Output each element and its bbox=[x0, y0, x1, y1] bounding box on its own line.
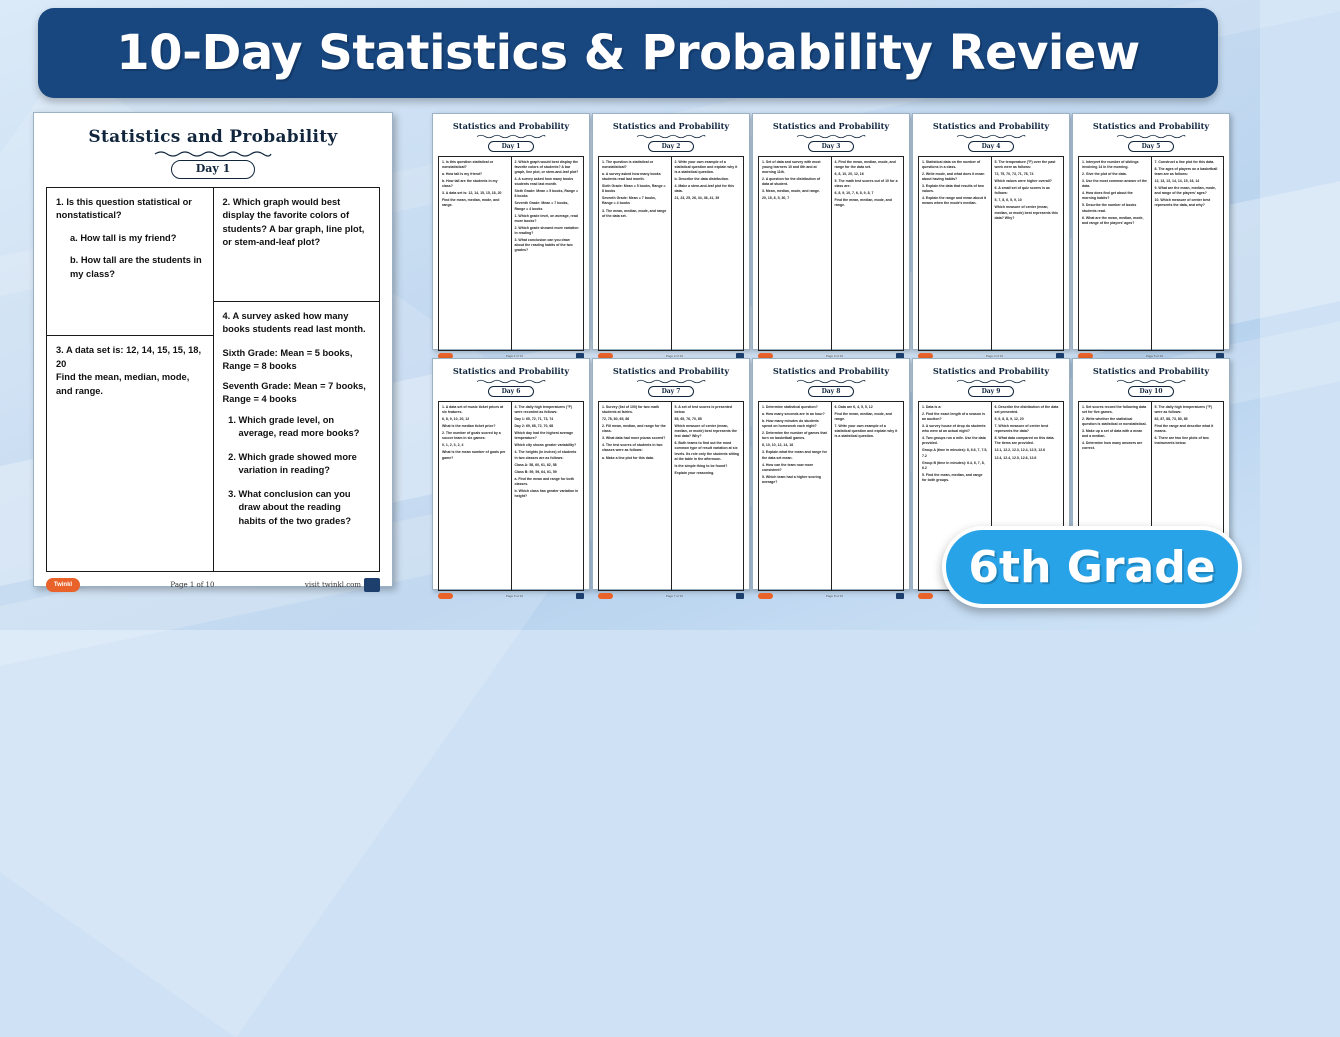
thumbnail-question-line: Seventh Grade: Mean = 7 books, Range = 4 books bbox=[602, 196, 656, 206]
thumbnail-question-line: 10. Which measure of center best represents the data, and why? bbox=[1154, 198, 1211, 208]
thumbnail-question-line: What is the mean number of goals per game? bbox=[442, 450, 506, 460]
thumbnail-page-number: Page 7 of 10 bbox=[665, 594, 683, 598]
thumbnail-column-right bbox=[992, 157, 1064, 350]
thumbnail-question-line: Class A: 58, 60, 61, 62, 58 bbox=[514, 462, 557, 467]
thumbnail-page-number: Page 4 of 10 bbox=[985, 354, 1003, 358]
thumbnail-question-line: 1. Which grade level, on average, read more books? bbox=[514, 213, 578, 223]
thumbnail-question-line: 1. Data is a: bbox=[922, 405, 942, 409]
page-number: Page 1 of 10 bbox=[170, 581, 215, 589]
thumbnail-question-line: 6. Data are 6, 4, 5, 5, 12 bbox=[834, 405, 873, 409]
thumbnail-question-line: 5. The math test scores out of 10 for a class are: bbox=[834, 179, 898, 189]
question-4-item: 1. Which grade level, on average, read more books? bbox=[239, 414, 371, 441]
thumbnail-title: Statistics and Probability bbox=[452, 121, 570, 131]
squiggle-divider-icon bbox=[796, 379, 866, 384]
thumbnail-question-line: 2. Determine the number of games that turn on basketball games. bbox=[762, 431, 827, 441]
thumbnail-question-line: Day 1: 65, 72, 71, 73, 74 bbox=[514, 417, 554, 422]
thumbnail-day-label: Day 3 bbox=[808, 141, 854, 152]
question-4-sixth-grade: Sixth Grade: Mean = 5 books, Range = 8 books bbox=[222, 347, 353, 372]
squiggle-divider-icon bbox=[476, 134, 546, 139]
thumbnail-question-line: 3. What conclusion can you draw about the reading habits of the two grades? bbox=[514, 237, 573, 252]
thumbnail-question-line: 7. Which measure of center best represents the data? bbox=[994, 424, 1049, 434]
thumbnail-question-line: b. How tall are the students in my class? bbox=[442, 179, 498, 189]
twinkl-logo-icon bbox=[438, 593, 453, 599]
thumbnail-question-line: 9. What are the mean, median, mode, and range of the players' ages? bbox=[1154, 186, 1216, 196]
thumbnail-question-line: 5. Find the mean, median, and range for both groups. bbox=[922, 472, 983, 482]
thumbnail-question-line: 1. Set scores record the following data set for five games. bbox=[1082, 405, 1147, 415]
thumbnail-question-line: Find the mean, median, mode, and range. bbox=[834, 198, 892, 208]
thumbnail-question-line: 4. A survey asked how many books students read last month. bbox=[514, 177, 574, 187]
thumbnail-question-line: Explain your reasoning. bbox=[674, 470, 715, 475]
thumbnail-question-line: 5. Which team had a higher scoring average? bbox=[762, 474, 821, 484]
thumbnail-column-right bbox=[672, 157, 744, 350]
worksheet-thumbnail-day-1[interactable] bbox=[432, 113, 590, 358]
thumbnail-question-line: 3. Explain the data that results of two values. bbox=[922, 184, 984, 194]
thumbnail-day-label: Day 8 bbox=[808, 386, 854, 397]
thumbnail-question-line: 72, 75, 70, 73, 71, 78, 74 bbox=[994, 172, 1034, 177]
question-3-instruction: Find the mean, median, mode, and range. bbox=[56, 372, 190, 396]
twinkl-logo-icon: Twinkl bbox=[46, 578, 80, 592]
thumbnail-column-left bbox=[919, 157, 992, 350]
thumbnail-question-line: Sixth Grade: Mean = 5 books, Range = 8 books bbox=[514, 189, 579, 199]
thumbnail-question-line: 82, 87, 88, 73, 80, 85 bbox=[1154, 417, 1188, 422]
thumbnail-question-line: a. How tall is my friend? bbox=[442, 172, 483, 177]
question-4-subquestions bbox=[239, 414, 371, 528]
thumbnail-question-line: 3. The mean, median, mode, and range of the data set. bbox=[602, 208, 667, 218]
thumbnail-title: Statistics and Probability bbox=[612, 121, 730, 131]
thumbnail-column-right bbox=[512, 402, 584, 590]
thumbnail-question-line: 2. A question for the distribution of data at student. bbox=[762, 177, 821, 187]
thumbnail-question-line: Class B: 59, 59, 64, 61, 59 bbox=[514, 469, 557, 474]
thumbnail-question-line: 3. What data had more pizzas scored? bbox=[602, 436, 666, 441]
thumbnail-question-line: Day 2: 69, 68, 72, 70, 68 bbox=[514, 424, 554, 429]
squiggle-divider-icon bbox=[636, 379, 706, 384]
squiggle-divider-icon bbox=[956, 134, 1026, 139]
thumbnail-question-line: Seventh Grade: Mean = 7 books, Range = 4 books bbox=[514, 201, 569, 211]
thumbnail-question-line: a. Find the mean and range for both classes. bbox=[514, 476, 575, 486]
worksheet-column-left bbox=[47, 188, 214, 571]
worksheet-column-right bbox=[214, 188, 380, 571]
thumbnail-question-line: 4. The heights (in inches) of students in two classes are as follows: bbox=[514, 450, 577, 460]
thumbnail-question-line: 8, 10, 10, 12, 14, 16 bbox=[762, 443, 794, 448]
question-4-item: 3. What conclusion can you draw about the reading habits of the two grades? bbox=[239, 488, 371, 528]
thumbnail-day-label: Day 6 bbox=[488, 386, 534, 397]
thumbnail-column-left bbox=[599, 157, 672, 350]
thumbnail-question-line: Which measure of center (mean, median, or mode) best represents this data? Why? bbox=[994, 205, 1058, 220]
thumbnail-question-line: a. A survey asked how many books students read last month. bbox=[602, 172, 661, 182]
thumbnail-question-line: 1. Is this question statistical or nonstatistical? bbox=[442, 160, 494, 170]
thumbnail-title: Statistics and Probability bbox=[1092, 121, 1210, 131]
thumbnail-question-line: 3. Mean, median, mode, and range. bbox=[762, 189, 820, 194]
thumbnail-question-line: 5. Describe the number of books students read. bbox=[1082, 203, 1137, 213]
thumbnail-question-grid bbox=[598, 156, 744, 351]
thumbnail-question-line: 2. Fill mean, median, and range for the class. bbox=[602, 424, 666, 434]
thumbnail-column-left bbox=[439, 402, 512, 590]
thumbnail-question-line: Which city shows greater variability? bbox=[514, 443, 577, 448]
squiggle-divider-icon bbox=[636, 134, 706, 139]
thumbnail-column-left bbox=[599, 402, 672, 590]
thumbnail-footer bbox=[758, 593, 904, 599]
thumbnail-question-line: 3. Explain what the mean and range for the data set mean. bbox=[762, 450, 827, 460]
thumbnail-question-line: 12.1, 12.2, 12.3, 12.4, 12.5, 12.6 bbox=[994, 448, 1046, 453]
thumbnail-question-line: 4. How can the team now more consistent? bbox=[762, 462, 814, 472]
thumbnail-day-label: Day 10 bbox=[1128, 386, 1174, 397]
thumbnail-question-line: 4. Explain the range and mean about it means when the mode's median. bbox=[922, 196, 986, 206]
worksheet-thumbnail-day-2[interactable] bbox=[592, 113, 750, 358]
thumbnail-question-line: 6, 8, 9, 10, 20, 12 bbox=[442, 417, 470, 422]
thumbnail-question-line: 2. Find the exact length of a season is an auction? bbox=[922, 412, 986, 422]
thumbnail-question-line: 5, 6, 8, 8, 9, 12, 20 bbox=[994, 417, 1024, 422]
worksheet-question-grid bbox=[46, 187, 380, 572]
thumbnail-question-line: Which values were higher overall? bbox=[994, 179, 1052, 184]
thumbnail-column-left bbox=[439, 157, 512, 350]
thumbnail-question-line: 4. How does find get about the morning habits? bbox=[1082, 191, 1133, 201]
squiggle-divider-icon bbox=[476, 379, 546, 384]
thumbnail-footer bbox=[438, 593, 584, 599]
thumbnail-day-label: Day 7 bbox=[648, 386, 694, 397]
thumbnail-page-number: Page 5 of 10 bbox=[1145, 354, 1163, 358]
thumbnail-title: Statistics and Probability bbox=[932, 366, 1050, 376]
title-banner bbox=[38, 8, 1218, 98]
question-2-text: 2. Which graph would best display the favorite colors of students? A bar graph, line plot, or stem-and-leaf plot? bbox=[222, 197, 365, 248]
thumbnail-question-line: 3. Use the most common answer of the data. bbox=[1082, 179, 1147, 189]
thumbnail-question-line: 1. Statistical data on the number of questions in a class. bbox=[922, 160, 981, 170]
twinkl-logo-icon bbox=[918, 593, 933, 599]
thumbnail-question-line: 4. Determine how many answers are correct. bbox=[1082, 441, 1143, 451]
question-1a-text: a. How tall is my friend? bbox=[70, 232, 177, 243]
thumbnail-question-line: What is the median ticket price? bbox=[442, 424, 496, 429]
thumbnail-column-right bbox=[512, 157, 584, 350]
thumbnail-column-left bbox=[759, 402, 832, 590]
question-4-text: 4. A survey asked how many books students read last month. bbox=[222, 310, 366, 335]
thumbnail-question-line: Is the simple thing to be found? bbox=[674, 463, 728, 468]
thumbnail-question-line: 5. The temperature (°F) over the past week were as follows: bbox=[994, 160, 1056, 170]
thumbnail-question-line: 2. Write whether the statistical question is statistical or nonstatistical. bbox=[1082, 417, 1147, 427]
thumbnail-column-right bbox=[832, 402, 904, 590]
question-4-item: 2. Which grade showed more variation in reading? bbox=[239, 451, 371, 478]
thumbnail-question-line: 5. A set of test scores is presented below. bbox=[674, 405, 733, 415]
thumbnail-question-line: Find the mean, median, mode, and range. bbox=[834, 412, 892, 422]
thumbnail-question-line: 3. The daily high temperatures (°F) were recorded as follows: bbox=[514, 405, 572, 415]
worksheet-thumbnail-day-3[interactable] bbox=[752, 113, 910, 358]
thumbnail-question-line: 1. Survey (list of 100) for two math students at fairies. bbox=[602, 405, 659, 415]
footer-url: visit twinkl.com bbox=[304, 581, 361, 589]
thumbnail-question-line: b. How many minutes do students spend on homework each night? bbox=[762, 419, 819, 429]
thumbnail-question-grid bbox=[918, 156, 1064, 351]
thumbnail-column-right bbox=[672, 402, 744, 590]
day-label: Day 1 bbox=[171, 160, 255, 179]
thumbnail-question-line: 4. Find the mean, median, mode, and range for the data set. bbox=[834, 160, 896, 170]
thumbnail-question-line: 6. There are two line plots of two instruments below. bbox=[1154, 436, 1209, 446]
thumbnail-question-line: 6, 8, 9, 10, 7, 6, 8, 9, 8, 7 bbox=[834, 191, 874, 196]
thumbnail-question-line: 7. Write your own example of a statistical question and explain why it is a statistical question. bbox=[834, 424, 898, 439]
thumbnail-question-grid bbox=[758, 401, 904, 591]
brand-mark-icon bbox=[736, 593, 744, 599]
thumbnail-title: Statistics and Probability bbox=[612, 366, 730, 376]
thumbnail-question-line: 5. The daily high temperatures (°F) were as follows: bbox=[1154, 405, 1212, 415]
thumbnail-page-number: Page 6 of 10 bbox=[505, 594, 523, 598]
thumbnail-title: Statistics and Probability bbox=[772, 366, 890, 376]
question-3-text: 3. A data set is: 12, 14, 15, 15, 18, 20 bbox=[56, 345, 202, 369]
thumbnail-day-label: Day 1 bbox=[488, 141, 534, 152]
question-1b-text: b. How tall are the students in my class? bbox=[70, 255, 202, 279]
brand-mark-icon bbox=[576, 593, 584, 599]
thumbnail-day-label: Day 2 bbox=[648, 141, 694, 152]
worksheet-thumbnail-day-8[interactable] bbox=[752, 358, 910, 598]
question-3-block bbox=[56, 336, 204, 563]
twinkl-logo-icon bbox=[598, 593, 613, 599]
thumbnail-question-line: 21, 23, 25, 26, 34, 36, 41, 39 bbox=[674, 196, 720, 201]
thumbnail-question-line: 6, 8, 10, 20, 12, 16 bbox=[834, 172, 864, 177]
thumbnail-question-line: 6. What are the mean, median, mode, and range of the players' ages? bbox=[1082, 215, 1144, 225]
thumbnail-question-line: Find the range and describe what it means. bbox=[1154, 424, 1214, 434]
thumbnail-page-number: Page 2 of 10 bbox=[665, 354, 683, 358]
thumbnail-question-line: 72, 78, 80, 65, 86 bbox=[602, 417, 630, 422]
thumbnail-page-number: Page 1 of 10 bbox=[505, 354, 523, 358]
worksheet-thumbnail-day-4[interactable] bbox=[912, 113, 1070, 358]
thumbnail-column-right bbox=[832, 157, 904, 350]
thumbnail-question-line: Find the mean, median, mode, and range. bbox=[442, 198, 500, 208]
thumbnail-question-grid bbox=[438, 401, 584, 591]
thumbnail-page-number: Page 8 of 10 bbox=[825, 594, 843, 598]
thumbnail-footer bbox=[598, 593, 744, 599]
thumbnail-question-grid bbox=[758, 156, 904, 351]
squiggle-divider-icon bbox=[796, 134, 866, 139]
thumbnail-question-line: 6. Describe the distribution of the data set presented. bbox=[994, 405, 1059, 415]
thumbnail-question-line: 4. Two groups run a mile. Use the data provided. bbox=[922, 436, 986, 446]
thumbnail-question-line: 5, 7, 8, 6, 5, 9, 10 bbox=[994, 198, 1022, 203]
thumbnail-question-line: 3. Make up a set of data with a mean and a median. bbox=[1082, 429, 1143, 439]
thumbnail-page-number: Page 3 of 10 bbox=[825, 354, 843, 358]
thumbnail-column-left bbox=[759, 157, 832, 350]
worksheet-title: Statistics and Probability bbox=[88, 127, 338, 147]
thumbnail-question-line: 1. Determine statistical question? bbox=[762, 405, 818, 409]
worksheet-thumbnail-day-5[interactable] bbox=[1072, 113, 1230, 358]
thumbnail-question-line: Which day had the highest average temperature? bbox=[514, 431, 574, 441]
thumbnail-question-line: 8. What data compared on this data. The items are provided. bbox=[994, 436, 1055, 446]
thumbnail-question-line: 7. Construct a line plot for this data. bbox=[1154, 160, 1215, 164]
thumbnail-title: Statistics and Probability bbox=[932, 121, 1050, 131]
thumbnail-day-label: Day 9 bbox=[968, 386, 1014, 397]
thumbnail-question-grid bbox=[598, 401, 744, 591]
grade-badge bbox=[942, 526, 1242, 608]
thumbnail-question-line: 2. Give the plot of the data. bbox=[1082, 172, 1127, 177]
brand-mark-icon bbox=[896, 593, 904, 599]
thumbnail-question-line: 12, 13, 13, 14, 14, 15, 16, 14 bbox=[1154, 179, 1200, 184]
page-title: 10-Day Statistics & Probability Review bbox=[116, 25, 1140, 81]
thumbnail-question-line: Group B (time in minutes): 6.4, 6, 7, 8, 6.2 bbox=[922, 460, 985, 470]
squiggle-divider-icon bbox=[1116, 379, 1186, 384]
thumbnail-title: Statistics and Probability bbox=[1092, 366, 1210, 376]
thumbnail-question-line: 1. A data set of music ticket prices at six features. bbox=[442, 405, 504, 415]
question-4-block bbox=[223, 302, 371, 528]
thumbnail-question-line: b. Which class has greater variation in height? bbox=[514, 488, 579, 498]
thumbnail-column-right bbox=[1152, 157, 1224, 350]
thumbnail-question-line: 3. A survey house of drop do students who were at an actual night? bbox=[922, 424, 986, 434]
thumbnail-question-line: 4. Make a stem-and-leaf plot for this data. bbox=[674, 184, 735, 194]
thumbnail-question-line: 2. Which graph would best display the favorite colors of students? A bar graph, line plot, or stem-and-leaf plot? bbox=[514, 160, 579, 175]
thumbnail-question-line: a. How many seconds are in an hour? bbox=[762, 412, 825, 417]
squiggle-divider-icon bbox=[153, 150, 273, 158]
thumbnail-question-line: a. Make a line plot for this data. bbox=[602, 455, 654, 460]
squiggle-divider-icon bbox=[1116, 134, 1186, 139]
thumbnail-column-left bbox=[1079, 157, 1152, 350]
thumbnail-question-line: 3. A data set is: 12, 14, 15, 15, 18, 20 bbox=[442, 191, 502, 196]
worksheet-footer bbox=[46, 578, 380, 592]
thumbnail-day-label: Day 5 bbox=[1128, 141, 1174, 152]
squiggle-divider-icon bbox=[956, 379, 1026, 384]
thumbnail-question-line: 1. Interpret the number of siblings involving 14 in the morning. bbox=[1082, 160, 1139, 170]
twinkl-logo-icon bbox=[758, 593, 773, 599]
thumbnail-question-line: 2. The number of goals scored by a soccer team in six games: bbox=[442, 431, 501, 441]
thumbnail-title: Statistics and Probability bbox=[772, 121, 890, 131]
thumbnail-question-line: 8. The ages of players on a basketball team are as follows: bbox=[1154, 167, 1218, 177]
featured-worksheet[interactable] bbox=[33, 112, 393, 587]
question-1-text: 1. Is this question statistical or nonstatistical? bbox=[56, 197, 192, 221]
thumbnail-question-line: 6. Both teams to find out the most common type of result variation at six levels. Its role only the students sitting at the table in the afternoon. bbox=[674, 441, 740, 461]
thumbnail-question-line: 2. Write mode, and what does it mean about having habits? bbox=[922, 172, 985, 182]
thumbnail-day-label: Day 4 bbox=[968, 141, 1014, 152]
thumbnail-question-line: b. Describe the data distribution. bbox=[674, 177, 729, 182]
worksheet-thumbnail-day-7[interactable] bbox=[592, 358, 750, 598]
question-4-seventh-grade: Seventh Grade: Mean = 7 books, Range = 4 books bbox=[222, 380, 366, 405]
thumbnail-question-line: Which measure of center (mean, median, or mode) best represents the test data? Why? bbox=[674, 424, 737, 439]
thumbnail-question-line: Group A (time in minutes): 8, 6.6, 7, 7.5, 7.2 bbox=[922, 448, 988, 458]
thumbnail-question-line: 0, 1, 2, 3, 2, 4 bbox=[442, 443, 464, 448]
thumbnail-question-line: 1. Set of data and survey with most young learners 10 and 6th and at morning 11th. bbox=[762, 160, 821, 175]
thumbnail-question-line: 1. The question is statistical or nonstatistical? bbox=[602, 160, 654, 170]
question-1-block bbox=[56, 196, 204, 335]
thumbnail-question-line: 12.4, 12.4, 12.5, 12.6, 12.6 bbox=[994, 455, 1037, 460]
thumbnail-question-line: 85, 65, 76, 70, 85 bbox=[674, 417, 702, 422]
thumbnail-question-line: 2. Write your own example of a statistical question and explain why it is a statistical question. bbox=[674, 160, 738, 175]
worksheet-thumbnail-day-6[interactable] bbox=[432, 358, 590, 598]
thumbnail-question-line: 20, 15, 8, 5, 30, 7 bbox=[762, 196, 790, 201]
thumbnail-question-line: Sixth Grade: Mean = 5 books, Range = 8 books bbox=[602, 184, 666, 194]
thumbnail-question-grid bbox=[1078, 156, 1224, 351]
thumbnail-question-grid bbox=[438, 156, 584, 351]
grade-badge-label: 6th Grade bbox=[968, 541, 1216, 593]
brand-mark-icon bbox=[364, 578, 380, 592]
thumbnail-question-line: 2. Which grade showed more variation in reading? bbox=[514, 225, 579, 235]
question-2-block bbox=[223, 196, 371, 301]
thumbnail-question-line: 6. A small set of quiz scores is as follows: bbox=[994, 186, 1050, 196]
thumbnail-title: Statistics and Probability bbox=[452, 366, 570, 376]
thumbnail-question-line: 4. The test scores of students in two classes were as follows: bbox=[602, 443, 663, 453]
